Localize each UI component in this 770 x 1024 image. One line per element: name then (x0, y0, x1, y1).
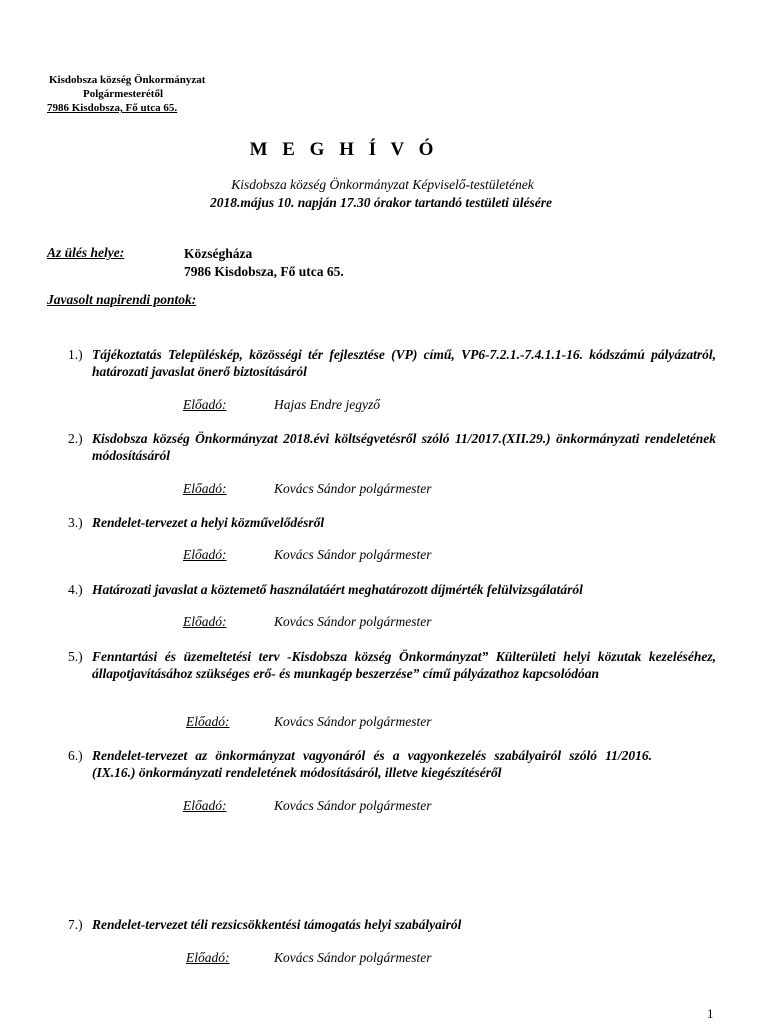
agenda-item-3-presenter (183, 547, 432, 563)
invitation-subtitle (0, 176, 770, 212)
agenda-item-number: 2.) (68, 431, 83, 446)
presenter-name: Kovács Sándor polgármester (274, 481, 432, 496)
agenda-item-text: Rendelet-tervezet az önkormányzat vagyonáról és a vagyonkezelés szabályairól szóló 11/2016.(IX.16.) önkormányzati rendeletének módosításáról, illetve kiegészítéséről (92, 748, 652, 780)
presenter-name: Kovács Sándor polgármester (274, 714, 432, 729)
sender-office: Polgármesterétől (83, 88, 164, 100)
agenda-heading: Javasolt napirendi pontok: (47, 292, 197, 307)
agenda-item-text: Rendelet-tervezet a helyi közművelődésről (92, 515, 325, 530)
presenter-label: Előadó: (183, 614, 227, 629)
presenter-name: Hajas Endre jegyző (274, 397, 380, 412)
agenda-item-text: Határozati javaslat a köztemető használatáért meghatározott díjmérték felülvizsgálatáról (92, 582, 583, 597)
meeting-place-value (184, 245, 344, 281)
presenter-label: Előadó: (183, 481, 227, 496)
agenda-item-number: 7.) (68, 917, 83, 932)
presenter-name: Kovács Sándor polgármester (274, 798, 432, 813)
document-title: M E G H Í V Ó (249, 139, 439, 160)
agenda-item-1 (68, 346, 716, 380)
agenda-item-number: 3.) (68, 515, 83, 530)
agenda-item-number: 6.) (68, 748, 83, 763)
sender-block (47, 73, 205, 115)
agenda-item-5 (68, 648, 716, 682)
agenda-item-7-presenter (186, 950, 432, 966)
presenter-label: Előadó: (183, 397, 227, 412)
agenda-item-2 (68, 430, 716, 464)
meeting-place-label: Az ülés helye: (47, 245, 125, 260)
agenda-item-text: Rendelet-tervezet téli rezsicsökkentési támogatás helyi szabályairól (92, 917, 462, 932)
presenter-label: Előadó: (186, 714, 230, 729)
subtitle-date: 2018.május 10. napján 17.30 órakor tartandó testületi ülésére (209, 195, 553, 210)
agenda-item-6-presenter (183, 798, 432, 814)
agenda-item-number: 5.) (68, 649, 83, 664)
presenter-label: Előadó: (183, 547, 227, 562)
agenda-item-5-presenter (186, 714, 432, 730)
presenter-label: Előadó: (183, 798, 227, 813)
presenter-name: Kovács Sándor polgármester (274, 547, 432, 562)
meeting-place-name: Községháza (184, 246, 253, 261)
agenda-item-2-presenter (183, 481, 432, 497)
agenda-item-4 (68, 581, 716, 598)
page-number: 1 (707, 1006, 714, 1021)
sender-organization: Kisdobsza község Önkormányzat (49, 74, 206, 86)
agenda-item-7 (68, 916, 716, 933)
sender-address: 7986 Kisdobsza, Fő utca 65. (47, 102, 178, 114)
agenda-item-number: 1.) (68, 347, 83, 362)
agenda-item-text: Kisdobsza község Önkormányzat 2018.évi költségvetésről szóló 11/2017.(XII.29.) önkormányzati rendeletének módosításáról (92, 431, 716, 463)
presenter-name: Kovács Sándor polgármester (274, 950, 432, 965)
agenda-item-3 (68, 514, 716, 531)
agenda-item-text: Fenntartási és üzemeltetési terv -Kisdobsza község Önkormányzat” Külterületi helyi közutak kezeléséhez, állapotjavításához szükséges erő- és munkagép beszerzése” című pályázathoz kapcsolódóan (92, 649, 716, 681)
agenda-item-1-presenter (183, 397, 380, 413)
agenda-item-6 (68, 747, 716, 781)
agenda-item-text: Tájékoztatás Településkép, közösségi tér fejlesztése (VP) című, VP6-7.2.1.-7.4.1.1-16. kódszámú pályázatról, határozati javaslat önerő biztosításáról (92, 347, 716, 379)
meeting-place-address: 7986 Kisdobsza, Fő utca 65. (184, 264, 344, 279)
agenda-item-number: 4.) (68, 582, 83, 597)
presenter-name: Kovács Sándor polgármester (274, 614, 432, 629)
agenda-item-4-presenter (183, 614, 432, 630)
subtitle-body: Kisdobsza község Önkormányzat Képviselő-testületének (231, 177, 534, 192)
presenter-label: Előadó: (186, 950, 230, 965)
